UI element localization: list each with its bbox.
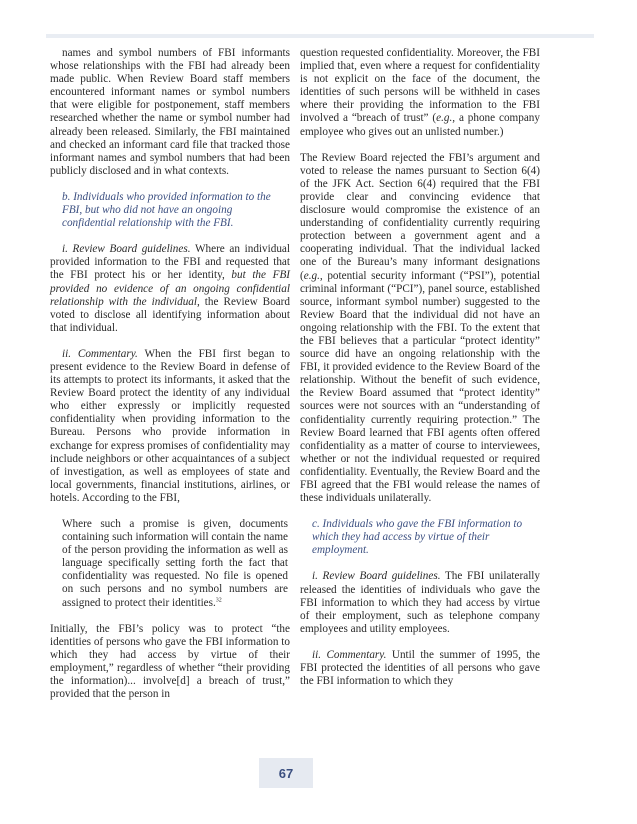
footer-band (0, 785, 637, 824)
commentary-lead-c: ii. Commentary. (312, 648, 387, 661)
body-paragraph: names and symbol numbers of FBI informants whose relationships with the FBI had already been made public. When Review Board staff members encountered informant names or symbol numbers that were eligible for postponement, staff members researched whether the name or symbol number had already been released. Similarly, the FBI maintained and checked an informant card file that tracked those informant names and symbol numbers that had been publicly disclosed and in what contexts. (50, 47, 290, 177)
right-column (300, 47, 540, 688)
decision-paragraph (300, 152, 540, 506)
guidelines-lead-c: i. Review Board guidelines. (312, 570, 441, 583)
quote-text: Where such a promise is given, documents containing such information will contain the name of the person providing the information as well as language specifically setting forth the fact that confidentiality was requested. No file is opened on such persons and no symbol numbers are assigned to protect their identities. (62, 518, 288, 609)
section-heading-b: b. Individuals who provided information to the FBI, but who did not have an ongoing confidential relationship with the FBI. (62, 190, 271, 230)
section-heading-c: c. Individuals who gave the FBI information to which they had access by virtue of their employment. (312, 518, 523, 557)
commentary-paragraph-c (300, 649, 540, 688)
commentary-text-c: Until the summer of 1995, the FBI protected the identities of all persons who gave the FBI information to which they (300, 648, 540, 688)
policy-paragraph: Initially, the FBI’s policy was to protect “the identities of persons who gave the FBI information to which they had access by virtue of their employment,” regardless of whether “their providing the information)... involve[d] a breach of trust,” provided that the person in (50, 622, 290, 701)
continuation-emphasis: e.g., (436, 112, 456, 125)
left-column (50, 47, 290, 701)
commentary-text: When the FBI first began to present evidence to the Review Board in defense of its attempts to protect its informants, it asked that the Review Board protect the identity of any individual who either expressly or implicitly requested confidentiality when providing information to the Bureau. Persons who provide information in exchange for express promises of confidentiality may include neighbors or other acquaintances of a subject of investigation, as well as employees of state and local governments, financial institutions, airlines, or hotels. According to the FBI, (50, 347, 290, 504)
commentary-paragraph (50, 348, 290, 505)
guidelines-emphasis: but the FBI provided no evidence of an ongoing confidential relationship with the individual, (50, 269, 291, 308)
continuation-text: question requested confidentiality. Moreover, the FBI implied that, even where a request for confidentiality is not explicit on the face of the document, the identities of such persons will be withheld in cases where their providing the information to the FBI involved a “breach of trust” ( (300, 47, 540, 125)
continuation-text-end: a phone company employee who gives out an unlisted number.) (300, 112, 540, 138)
top-rule (46, 34, 594, 38)
decision-text: The Review Board rejected the FBI’s argument and voted to release the names pursuant to Section 6(4) of the JFK Act. Section 6(4) required that the FBI provide clear and convincing evidence that disclosure would compromise the existence of an understanding of confidentiality currently requiring protection between a government agent and a cooperating individual. That the individual lacked one of the Bureau’s many informant designations ( (300, 151, 540, 282)
continuation-paragraph (300, 47, 540, 139)
guidelines-text-end: the Review Board voted to disclose all identifying information about that individual. (50, 295, 291, 334)
guidelines-paragraph (50, 243, 290, 335)
footnote-marker: 32 (215, 596, 222, 603)
decision-emphasis: e.g., (303, 269, 323, 282)
guidelines-text-c: The FBI unilaterally released the identities of individuals who gave the FBI information to which they had access by virtue of their employment, such as telephone company employees and utility employees. (300, 570, 540, 635)
decision-text-end: potential security informant (“PSI”), potential criminal informant (“PCI”), panel source, established source, informant symbol number) suggested to the Review Board that the individual did not have an ongoing relationship with the FBI. To the extent that the FBI believes that a particular “protect identity” source did have an ongoing relationship with the FBI, it provided evidence to the Review Board of the relationship. Without the benefit of such evidence, the Review Board assumed that “protect identity” sources were not sources with an “understanding of confidentiality currently requiring protection.” The Review Board learned that FBI agents often offered confidentiality as a matter of course to interviewees, whether or not the individual requested or required confidentiality. Eventually, the Review Board and the FBI agreed that the FBI would release the names of these individuals unilaterally. (300, 269, 540, 505)
block-quote (62, 518, 288, 610)
commentary-lead: ii. Commentary. (62, 347, 138, 360)
guidelines-text: Where an individual provided information to the FBI and requested that the FBI protect his or her identity, (50, 243, 290, 282)
page-number: 67 (259, 758, 313, 788)
guidelines-lead: i. Review Board guidelines. (62, 243, 191, 256)
guidelines-paragraph-c (300, 570, 540, 635)
